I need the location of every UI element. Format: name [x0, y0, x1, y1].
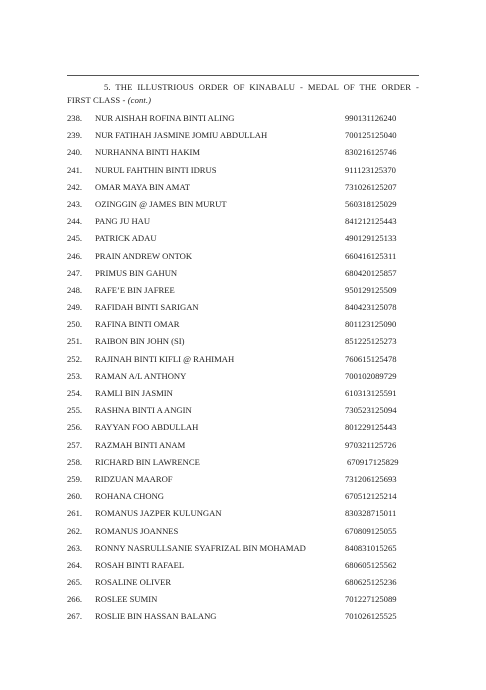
item-number: 249.: [67, 302, 83, 313]
item-number: 241.: [67, 164, 83, 175]
item-number: 260.: [67, 491, 83, 502]
list-item: [67, 179, 419, 196]
recipient-name: NURUL FAHTHIN BINTI IDRUS: [95, 164, 217, 175]
item-number: 247.: [67, 267, 83, 278]
recipient-name: RAFINA BINTI OMAR: [95, 319, 180, 330]
recipient-ic-number: 840423125078: [345, 302, 397, 313]
list-item: [67, 454, 419, 471]
recipient-name: ROHANA CHONG: [95, 491, 164, 502]
list-item: [67, 110, 419, 127]
recipient-ic-number: 670512125214: [345, 491, 397, 502]
recipient-list: [67, 110, 419, 626]
list-item: [67, 471, 419, 488]
recipient-name: RAIBON BIN JOHN (SI): [95, 336, 185, 347]
list-item: [67, 557, 419, 574]
recipient-ic-number: 680625125236: [345, 577, 397, 588]
recipient-name: NURHANNA BINTI HAKIM: [95, 147, 201, 158]
item-number: 250.: [67, 319, 83, 330]
recipient-ic-number: 730523125094: [345, 405, 397, 416]
list-item: [67, 523, 419, 540]
list-item: [67, 608, 419, 625]
list-item: [67, 316, 419, 333]
recipient-name: PATRICK ADAU: [95, 233, 157, 244]
recipient-name: ROSLIE BIN HASSAN BALANG: [95, 611, 217, 622]
item-number: 253.: [67, 370, 83, 381]
recipient-name: OZINGGIN @ JAMES BIN MURUT: [95, 198, 227, 209]
recipient-name: RAFE’E BIN JAFREE: [95, 284, 175, 295]
recipient-name: RAYYAN FOO ABDULLAH: [95, 422, 199, 433]
recipient-ic-number: 830328715011: [345, 508, 397, 519]
recipient-ic-number: 701227125089: [345, 594, 397, 605]
list-item: [67, 333, 419, 350]
recipient-ic-number: 660416125311: [345, 250, 397, 261]
recipient-ic-number: 851225125273: [345, 336, 397, 347]
item-number: 265.: [67, 577, 83, 588]
recipient-ic-number: 680420125857: [345, 267, 397, 278]
recipient-name: RAJINAH BINTI KIFLI @ RAHIMAH: [95, 353, 235, 364]
list-item: [67, 437, 419, 454]
recipient-name: NUR AISHAH ROFINA BINTI ALING: [95, 113, 235, 123]
header-rule: [67, 75, 419, 76]
item-number: 264.: [67, 559, 83, 570]
item-number: 245.: [67, 233, 83, 244]
item-number: 266.: [67, 594, 83, 605]
recipient-ic-number: 970321125726: [345, 439, 397, 450]
recipient-ic-number: 760615125478: [345, 353, 397, 364]
item-number: 258.: [67, 456, 83, 467]
recipient-ic-number: 801229125443: [345, 422, 397, 433]
list-item: [67, 488, 419, 505]
recipient-ic-number: 801123125090: [345, 319, 397, 330]
recipient-ic-number: 841212125443: [345, 216, 397, 227]
list-item: [67, 574, 419, 591]
recipient-ic-number: 731026125207: [345, 181, 397, 192]
item-number: 248.: [67, 284, 83, 295]
section-heading: [67, 81, 419, 107]
recipient-name: ROSLEE SUMIN: [95, 594, 158, 605]
section-heading-line2: [67, 94, 419, 107]
recipient-name: ROMANUS JOANNES: [95, 525, 179, 536]
item-number: 261.: [67, 508, 83, 519]
recipient-ic-number: 700125125040: [345, 130, 397, 141]
recipient-ic-number: 830216125746: [345, 147, 397, 158]
recipient-ic-number: 560318125029: [345, 198, 397, 209]
recipient-name: RASHNA BINTI A ANGIN: [95, 405, 192, 416]
recipient-name: RAMLI BIN JASMIN: [95, 388, 173, 398]
list-item: [67, 402, 419, 419]
item-number: 257.: [67, 439, 83, 450]
list-item: [67, 368, 419, 385]
recipient-name: RIDZUAN MAAROF: [95, 473, 173, 484]
list-item: [67, 385, 419, 402]
item-number: 239.: [67, 130, 83, 141]
list-item: [67, 144, 419, 161]
item-number: 254.: [67, 388, 83, 398]
recipient-ic-number: 670809125055: [345, 525, 397, 536]
item-number: 244.: [67, 216, 83, 227]
recipient-ic-number: 610313125591: [345, 388, 397, 398]
continued-note: - (cont.): [120, 95, 152, 105]
list-item: [67, 213, 419, 230]
recipient-name: RAZMAH BINTI ANAM: [95, 439, 186, 450]
recipient-ic-number: 490129125133: [345, 233, 397, 244]
list-item: [67, 282, 419, 299]
list-item: [67, 162, 419, 179]
item-number: 255.: [67, 405, 83, 416]
recipient-name: PANG JU HAU: [95, 216, 151, 227]
list-item: [67, 505, 419, 522]
recipient-ic-number: 950129125509: [345, 284, 397, 295]
recipient-name: NUR FATIHAH JASMINE JOMIU ABDULLAH: [95, 130, 268, 141]
recipient-ic-number: 911123125370: [345, 164, 396, 175]
list-item: [67, 265, 419, 282]
item-number: 263.: [67, 542, 83, 553]
list-item: [67, 351, 419, 368]
recipient-ic-number: 700102089729: [345, 370, 397, 381]
recipient-ic-number: 840831015265: [345, 542, 397, 553]
list-item: [67, 299, 419, 316]
item-number: 246.: [67, 250, 83, 261]
item-number: 259.: [67, 473, 83, 484]
item-number: 238.: [67, 113, 83, 123]
recipient-name: RONNY NASRULLSANIE SYAFRIZAL BIN MOHAMAD: [95, 542, 306, 553]
recipient-name: RICHARD BIN LAWRENCE: [95, 456, 200, 467]
recipient-name: ROSAH BINTI RAFAEL: [95, 559, 185, 570]
recipient-ic-number: 731206125693: [345, 473, 397, 484]
section-heading-line1: 5. THE ILLUSTRIOUS ORDER OF KINABALU - MEDAL OF THE ORDER -: [104, 82, 419, 92]
list-item: [67, 419, 419, 436]
recipient-ic-number: 701026125525: [345, 611, 397, 622]
recipient-name: PRAIN ANDREW ONTOK: [95, 250, 193, 261]
recipient-name: ROMANUS JAZPER KULUNGAN: [95, 508, 222, 519]
recipient-name: RAFIDAH BINTI SARIGAN: [95, 302, 199, 313]
recipient-ic-number: 990131126240: [345, 113, 397, 123]
item-number: 251.: [67, 336, 83, 347]
recipient-ic-number: 680605125562: [345, 559, 397, 570]
list-item: [67, 127, 419, 144]
recipient-name: OMAR MAYA BIN AMAT: [95, 181, 190, 192]
recipient-ic-number: 670917125829: [347, 456, 399, 467]
item-number: 242.: [67, 181, 83, 192]
item-number: 240.: [67, 147, 83, 158]
recipient-name: RAMAN A/L ANTHONY: [95, 370, 187, 381]
recipient-name: ROSALINE OLIVER: [95, 577, 172, 588]
item-number: 243.: [67, 198, 83, 209]
list-item: [67, 248, 419, 265]
list-item: [67, 196, 419, 213]
list-item: [67, 230, 419, 247]
item-number: 256.: [67, 422, 83, 433]
list-item: [67, 591, 419, 608]
item-number: 267.: [67, 611, 83, 622]
item-number: 252.: [67, 353, 83, 364]
section-heading-class: FIRST CLASS: [67, 95, 121, 105]
item-number: 262.: [67, 525, 83, 536]
recipient-name: PRIMUS BIN GAHUN: [95, 267, 178, 278]
list-item: [67, 540, 419, 557]
